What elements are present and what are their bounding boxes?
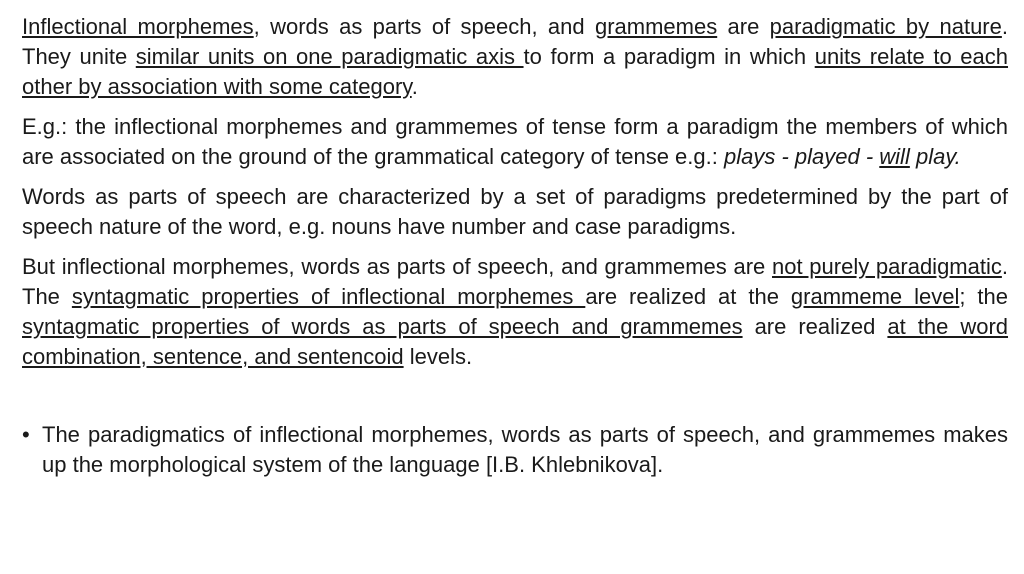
bullet-text: The paradigmatics of inflectional morphemes, words as parts of speech, and grammemes makes up the morphological system of the language [I.B. Khlebnikova].: [42, 422, 1008, 477]
term-inflectional-morphemes: Inflectional morphemes: [22, 14, 254, 39]
text-span: are realized at the: [585, 284, 791, 309]
text-span: are realized: [742, 314, 888, 339]
term-grammeme-level: grammeme level: [790, 284, 960, 309]
term-units-relate: units relate to each other by association with some category: [22, 44, 1009, 99]
term-syntagmatic-words: syntagmatic properties of words as parts of speech and grammemes: [22, 314, 743, 339]
example-will: will: [879, 144, 910, 169]
paragraph-1: [22, 12, 1008, 102]
term-similar-units: similar units on one paradigmatic axis: [135, 44, 524, 69]
text-span: Words as parts of speech are characterized by a set of paradigms predetermined by the part of speech nature of the word, e.g. nouns have number and case paradigms.: [22, 184, 1008, 239]
paragraph-4: [22, 252, 1008, 372]
paragraph-2: [22, 112, 1008, 172]
term-not-purely-paradigmatic: not purely paradigmatic: [772, 254, 1002, 279]
bullet-icon: •: [22, 422, 30, 447]
text-span: ; the: [959, 284, 1009, 309]
text-span: . They unite: [22, 14, 1008, 69]
text-span: E.g.: the inflectional morphemes and grammemes of tense form a paradigm the members of which are associated on the ground of the grammatical category of tense e.g.:: [22, 114, 1008, 169]
text-span: are: [717, 14, 770, 39]
text-span: But inflectional morphemes, words as parts of speech, and grammemes are: [22, 254, 772, 279]
term-word-combination-levels: at the word combination, sentence, and sentencoid: [22, 314, 1009, 369]
term-paradigmatic-by-nature: paradigmatic by nature: [769, 14, 1002, 39]
paragraph-3: [22, 182, 1008, 242]
term-grammemes: grammemes: [594, 14, 718, 39]
term-syntagmatic-morphemes: syntagmatic properties of inflectional morphemes: [71, 284, 586, 309]
text-span: , words as parts of speech, and: [253, 14, 595, 39]
bullet-item: [22, 420, 1008, 480]
text-span: levels.: [403, 344, 473, 369]
spacer: [22, 382, 1008, 420]
example-italic: play.: [909, 144, 961, 169]
text-span: . The: [22, 254, 1008, 309]
text-span: to form a paradigm in which: [523, 44, 815, 69]
example-italic: plays - played -: [723, 144, 880, 169]
slide-body: [22, 12, 1008, 480]
text-span: .: [411, 74, 418, 99]
